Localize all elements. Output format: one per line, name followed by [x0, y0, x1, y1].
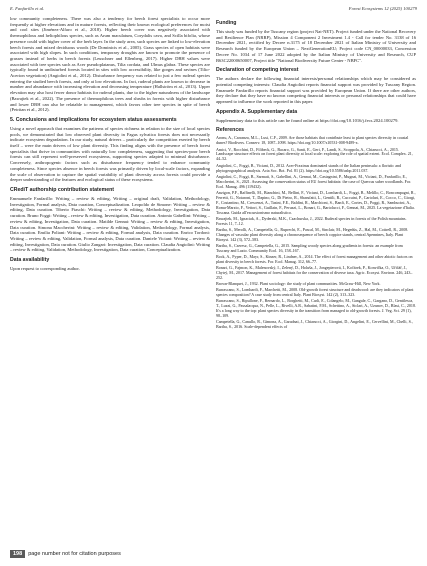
section-heading-appendix-a-supplementary-data: Appendix A. Supplementary data	[216, 108, 298, 115]
paragraph: This study was funded by the Tuscany region (project Nat-NET). Project funded under the National Recovery and Resilience Plan (NRRP), Mission 4 Component 2 Investment 1.4 - Call for tender No. 3138 of 16 December 2021, rectified by Decree n.3175 of 18 December 2021 of Italian Ministry of University and Research funded by the European Union – NextGenerationEU; Project code CN_00000033, Concession Decree No. 1034 of 17 June 2022 adopted by the Italian Ministry of University and Research, CUP B63C22000650007, Project title "National Biodiversity Future Center - NBFC".	[216, 29, 416, 63]
section-heading-references: References	[216, 127, 244, 134]
paragraph: Using a novel approach that examines the patterns of species richness in relation to the size of local species pools, we demonstrated that low observed plant diversity in Fagus sylvatica forests does not necessarily indicate ecosystem degradation. In our study, natural drivers – particularly the competition exerted by beech itself – were the main drivers of low plant diversity. This finding aligns with the presence of beech forest specialists that thrive in communities with naturally low completeness, suggesting that species-poor beech forests can still represent well-preserved ecosystems, supporting species adapted to minimal disturbance. Conversely, anthropogenic factors such as disturbance frequency tended to enhance community completeness. Since species absence in beech forests was primarily driven by local-scale factors, expanding the scale of observation to capture the spatial variability of plant diversity across forests could provide a deeper understanding of the features and ecological status of these ecosystems.	[10, 125, 210, 183]
right-column	[216, 16, 416, 331]
paragraph: Upon request to corresponding author.	[10, 266, 80, 272]
running-header-authors: E. Fanfarillo et al.	[10, 6, 45, 11]
paragraph: The authors declare the following financial interests/personal relationships which may be considered as potential competing interests: Claudia Angiolini reports financial support was provided by Tuscany Region. Emanuele Fanfarillo reports financial support was provided by European Union. If there are other authors, they declare that they have no known competing financial interests or personal relationships that could have appeared to influence the work reported in this paper.	[216, 76, 416, 105]
reference-entry: Burrascano, S., Lombardi, F., Marchetti, M., 2008. Old-growth forest structure and deadwood: are they indicators of plant species composition? A case study from central Italy. Plant Biosyst. 142 (2), 313–323.	[216, 287, 414, 298]
reference-entry: Aronu, A., Carranza, M.L., Lusi, C.F., 2009. Are those habitats that contribute least to plant species diversity in coastal dunes? Biodivers. Conserv. 18, 1087–1098. https://doi.org/10.1007/s10531-008-9489-x.	[216, 135, 409, 146]
reference-entry: Bawajtek, M., Ignaciak, A., Dyderski, M.K., Czachurska, J., 2022. Ruderal species in forests of the Polish mountains. Forests 11, 7–12.	[216, 215, 407, 226]
reference-entry: Burrascano, S., Ripullone, F., Bernardo, L., Borghetti, M., Carli, E., Colangelo, M., Gangale, C., Gargano, D., Gentilesca, T., Luzzi, G., Passalacqua, N., Pelle, L., Rivelli, A.R., Sabatini, F.M., Schettino, A., Siclari, A., Uzunov, D., Blasi, C., 2018. It's a long way to the top: plant species diversity in the transition from managed to old-growth forests. J. Veg. Sci. 29 (1), 98–109.	[216, 298, 416, 319]
reference-entry: Bartha, S., Cseresz, G., Campetella, G., 2015. Sampling woody species along gradients in forests: an example from Tuscany and Lazio. Community Ecol. 16, 158–167.	[216, 242, 403, 253]
paragraph: low community completeness. There was also a tendency for beech forest specialists to occur more frequently at higher elevations and in mature forests, reflecting their known ecological preferences for moist and cool sites (Jiménez-Alfaro et al., 2018). Higher beech cover was negatively associated with thermophilous and heliophilous species, such as Arum maculatum, Corydalis cava, and Scilla bifolia, whose presence could with higher cover of the herb layer. In the study area, such species are linked to low-elevation beech forests and mixed deciduous woods (De Dominicis et al., 2005). Grass species of open habitats were associated with high slopes. In such conditions, temporary droughts are known to promote the presence of grasses instead of herbs in beech forests (Leuschner and Ellenberg, 2017). Higher DBH values were associated with tree species such as Acer pseudoplatanus, Tilia cordata, and Ulmus glabra. These species are typically found in undisturbed forests located in sites with low accessibility, like gorges and ravines (Tilio-Acerion vegetation) (Angiolini et al., 2012). Disturbance frequency was related to just a few ruderal species entering the studied beech forests, and only at low elevations. In fact, ruderal plants are known to decrease in number and abundance with increasing elevation and decreasing temperature (Hallström et al., 2013). Upper elevation may also host fewer donor habitats for ruderal plants, due to the higher naturalness of the landscape (Bawajtek et al., 2022). The presence of thermophilous trees and shrubs in forests with higher disturbance and lower DBH can also be relatable to management, which favors other tree species in spite of beech (Petritan et al., 2012).	[10, 16, 210, 113]
paragraph: Emmanuele Fanfarillo: Writing – review & editing, Writing – original draft, Validation, Methodology, Investigation, Formal analysis, Data curation, Conceptualization. Leopoldo de Simone: Writing – review & editing, Data curation. Tiberio Fiaschi: Writing – review & editing, Methodology, Investigation, Data curation. Bruno Foggi: Writing – review & editing, Investigation, Data curation. Antonio Gabellini: Writing – review & editing, Investigation, Data curation. Matilde Gennai: Writing – review & editing, Investigation, Data curation. Simona Maccherini: Writing – review & editing, Validation, Methodology, Formal analysis, Data curation. Emilia Poliani: Writing – review & editing, Formal analysis, Data curation. Enrico Tordoni: Writing – review & editing, Validation, Formal analysis, Data curation. Daniele Viciani: Writing – review & editing, Investigation, Data curation. Giulio Zangari: Investigation, Data curation. Claudia Angiolini: Writing – review & editing, Validation, Methodology, Investigation, Data curation, Conceptualization.	[10, 195, 210, 253]
footer-note: page number not for citation purposes	[28, 551, 121, 557]
reference-entry: Campetella, G., Canullo, R., Gimona, A., Garadnai, J., Chiarucci, A., Giorgini, D., Angelini, E., Cervellini, M., Chelli, S., Bartha, S., 2016. Scale-dependent effects of	[216, 319, 413, 330]
section-heading-data-availability: Data availability	[10, 257, 50, 264]
reference-entry: Bartha, S., Merolli, A., Campetella, G., Ruprecht, E., Pascal, M., Sinclair, M., Hegedüs, Z., Hal, M., Cottrell, R., 2008. Changes of vascular plant diversity along a chronosequence of beech coppice stands, central Apennines, Italy. Plant Biosyst. 142 (3), 572–583.	[216, 226, 409, 242]
reference-entry: Angiolini, C., Foggi, B., Viciani, D., 2012. Acer-Fraxinus dominated stands of the Italian peninsula: a floristic and phytogeographical analysis. Acta Soc. Bot. Pol. 81 (2). https://doi.org/10.5586/asbp.2011.037.	[216, 162, 402, 173]
reference-entry: Amici, V., Rocchini, D., Filibeck, G., Bacaro, G., Santi, E., Geri, F., Landi, S., Scoppola, A., Chiarucci, A., 2015. Landscape structure effects on forest plant diversity at local scale: exploring the role of spatial extent. Ecol. Complex. 21, 44–52.	[216, 146, 413, 162]
running-header-journal: Forest Ecosystems 12 (2025) 100279	[348, 6, 417, 11]
section-heading-funding: Funding	[216, 20, 237, 26]
reference-entry: Bonari, G., Fajmon, K., Malenovský, I., Zelený, D., Holuša, J., Jongepierová, I., Kočárek, P., Konvička, O., Uřičář, J., Chytrý, M., 2017. Management of forest habitats for the conservation of diverse taxa. Agric. Ecosyst. Environ. 246, 243–252.	[216, 265, 413, 280]
reference-entry: Bock, A., Pyper, D., Mayr, S., Kinzer, R., Lindner, A., 2014. The effect of forest management and other abiotic factors on plant diversity in beech forests. For. Ecol. Manag. 312, 66–77.	[216, 253, 413, 264]
section-heading-declaration-of-competing-interest: Declaration of competing interest	[216, 67, 299, 74]
left-column	[10, 16, 210, 275]
reference-entry: Angiolini, C., Foggi, B., Sarmati, S., Gabellini, A., Gennai, M., Castagnini, P., Mugnai, M., Viciani, D., Fanfarillo, E., Maccherini, S., 2021. Assessing the conservation status of EU forest habitats: the case of Quercus suber woodlands. For. Ecol. Manag. 496 (119432).	[216, 173, 411, 189]
reference-entry: Brown-Blanquet, J., 1932. Plant sociology: the study of plant communities. McGraw-Hill, New York.	[216, 281, 381, 287]
page-footer	[10, 550, 121, 558]
paragraph: Supplementary data to this article can be found online at https://doi.org/10.1016/j.fecs.2024.100279.	[216, 117, 399, 123]
page-number: 198	[10, 550, 25, 558]
reference-entry: Anzigon, P.F., Raffinelli, M., Bianchini, M., Bellini, F., Viciani, D., Lombardi, L., Foggi, B., Melillo, C., Boncompagni, R., Ferretti, G., Notaroni, T., Dapino, G., Di Pietro, R., Sbarufatti, L., Gentili, R., Cuccuini, P., Cartolari, E., Cocco, C., Giorgi, F., Costantino, M., Crescenzi, A., Tasini, F.E., Baldini, R., Marchioni, S., Banfi, E., Cortes, D., Poggi, R., Sambucini, A., Roma-Marzio, F., Vettori, S., Guillain, F., Peruzzi, L., Bonari, G., Bartolucci, F., Gennai, M., 2025. La vegetazione d'Italia. Toscana. Guida all'escursionismo naturalistico.	[216, 189, 416, 215]
section-heading-credit-authorship-contribution-statement: CRediT authorship contribution statement	[10, 186, 115, 193]
section-heading-5-conclusions-and-implications-for-ecosy: 5. Conclusions and implications for ecosystem status assessments	[10, 116, 177, 123]
